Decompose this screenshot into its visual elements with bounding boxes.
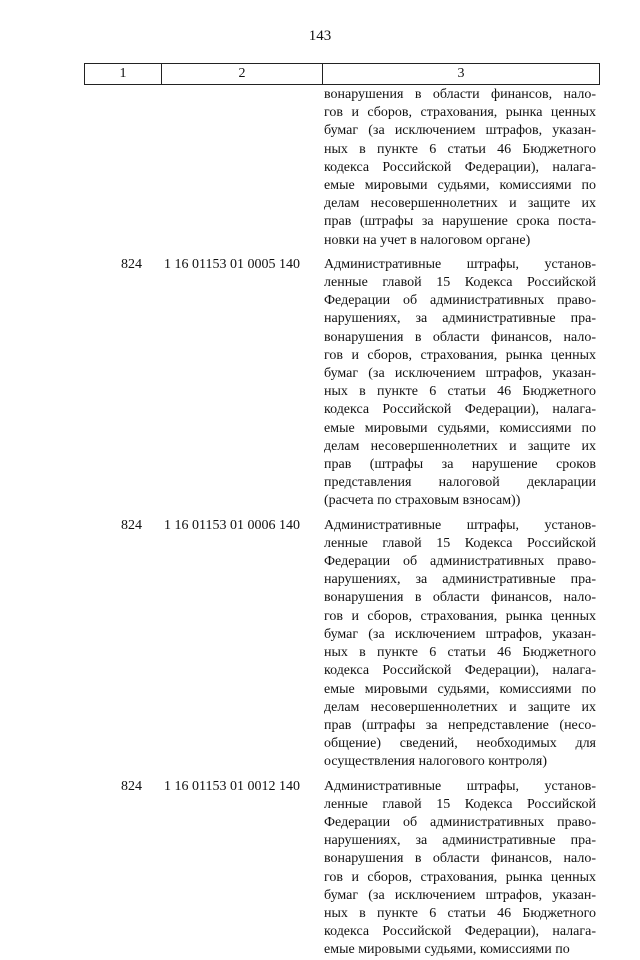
description-line: Административные штрафы, установ- bbox=[324, 517, 596, 533]
description-line: кодекса Российской Федерации), налага- bbox=[324, 402, 596, 418]
column-header-3: 3 bbox=[323, 64, 600, 85]
description-line: Административные штрафы, установ- bbox=[324, 256, 596, 272]
description bbox=[324, 517, 596, 772]
description-line: емые мировыми судьями, комиссиями по bbox=[324, 420, 596, 436]
description-line: емые мировыми судьями, комиссиями по bbox=[324, 178, 596, 194]
admin-code: 824 bbox=[121, 256, 142, 272]
description-line: прав (штрафы за непредставление (несо- bbox=[324, 717, 596, 733]
description-line: делам несовершеннолетних и защите их bbox=[324, 196, 596, 212]
description-line: Федерации об административных право- bbox=[324, 814, 596, 830]
description-line: общение) сведений, необходимых для bbox=[324, 736, 596, 752]
description-line: ных в пункте 6 статьи 46 Бюджетного bbox=[324, 384, 596, 400]
description-line: ленные главой 15 Кодекса Российской bbox=[324, 535, 596, 551]
admin-code: 824 bbox=[121, 517, 142, 533]
description-line: делам несовершеннолетних и защите их bbox=[324, 699, 596, 715]
column-header-2: 2 bbox=[162, 64, 323, 85]
description-line: осуществления налогового контроля) bbox=[324, 754, 547, 770]
table-row bbox=[84, 517, 598, 772]
description-line: бумаг (за исключением штрафов, указан- bbox=[324, 626, 596, 642]
kbk-code: 1 16 01153 01 0005 140 bbox=[164, 256, 300, 272]
description-line: кодекса Российской Федерации), налага- bbox=[324, 663, 596, 679]
description-line: емые мировыми судьями, комиссиями по bbox=[324, 681, 596, 697]
description-line: Федерации об административных право- bbox=[324, 554, 596, 570]
description-line: вонарушения в области финансов, нало- bbox=[324, 851, 596, 867]
description-line: нарушениях, за административные пра- bbox=[324, 311, 596, 327]
admin-code bbox=[84, 86, 160, 250]
description bbox=[324, 86, 596, 250]
description-line: гов и сборов, страхования, рынка ценных bbox=[324, 608, 596, 624]
description-line: бумаг (за исключением штрафов, указан- bbox=[324, 123, 596, 139]
description-line: нарушениях, за административные пра- bbox=[324, 833, 596, 849]
description-line: прав (штрафы за нарушение сроков bbox=[324, 457, 596, 473]
description-line: гов и сборов, страхования, рынка ценных bbox=[324, 869, 596, 885]
description bbox=[324, 256, 596, 511]
description-line: нарушениях, за административные пра- bbox=[324, 572, 596, 588]
description-line: ных в пункте 6 статьи 46 Бюджетного bbox=[324, 905, 596, 921]
description-line: ленные главой 15 Кодекса Российской bbox=[324, 275, 596, 291]
table-row bbox=[84, 256, 598, 511]
description bbox=[324, 778, 596, 960]
table-row bbox=[84, 86, 598, 250]
description-line: представления налоговой декларации bbox=[324, 475, 596, 491]
page-number: 143 bbox=[308, 28, 332, 44]
description-line: Федерации об административных право- bbox=[324, 293, 596, 309]
description-line: гов и сборов, страхования, рынка ценных bbox=[324, 347, 596, 363]
description-line: кодекса Российской Федерации), налага- bbox=[324, 159, 596, 175]
description-line: делам несовершеннолетних и защите их bbox=[324, 438, 596, 454]
kbk-code bbox=[160, 86, 320, 250]
table-row bbox=[84, 778, 598, 960]
admin-code: 824 bbox=[121, 778, 142, 794]
column-header-table bbox=[84, 63, 600, 85]
description-line: кодекса Российской Федерации), налага- bbox=[324, 924, 596, 940]
description-line: вонарушения в области финансов, нало- bbox=[324, 87, 596, 102]
description-line: вонарушения в области финансов, нало- bbox=[324, 590, 596, 606]
description-line: вонарушения в области финансов, нало- bbox=[324, 329, 596, 345]
kbk-code: 1 16 01153 01 0012 140 bbox=[164, 778, 300, 794]
description-line: ленные главой 15 Кодекса Российской bbox=[324, 796, 596, 812]
description-line: Административные штрафы, установ- bbox=[324, 778, 596, 794]
column-header-1: 1 bbox=[85, 64, 162, 85]
kbk-code: 1 16 01153 01 0006 140 bbox=[164, 517, 300, 533]
description-line: прав (штрафы за нарушение срока постa- bbox=[324, 214, 596, 230]
description-line: ных в пункте 6 статьи 46 Бюджетного bbox=[324, 645, 596, 661]
table-body bbox=[84, 86, 598, 960]
description-line: новки на учет в налоговом органе) bbox=[324, 232, 531, 248]
description-line: (расчета по страховым взносам)) bbox=[324, 493, 521, 509]
description-line: бумаг (за исключением штрафов, указан- bbox=[324, 887, 596, 903]
description-line: бумаг (за исключением штрафов, указан- bbox=[324, 366, 596, 382]
description-line: ных в пункте 6 статьи 46 Бюджетного bbox=[324, 141, 596, 157]
description-line: гов и сборов, страхования, рынка ценных bbox=[324, 105, 596, 121]
description-line: емые мировыми судьями, комиссиями по bbox=[324, 942, 570, 958]
